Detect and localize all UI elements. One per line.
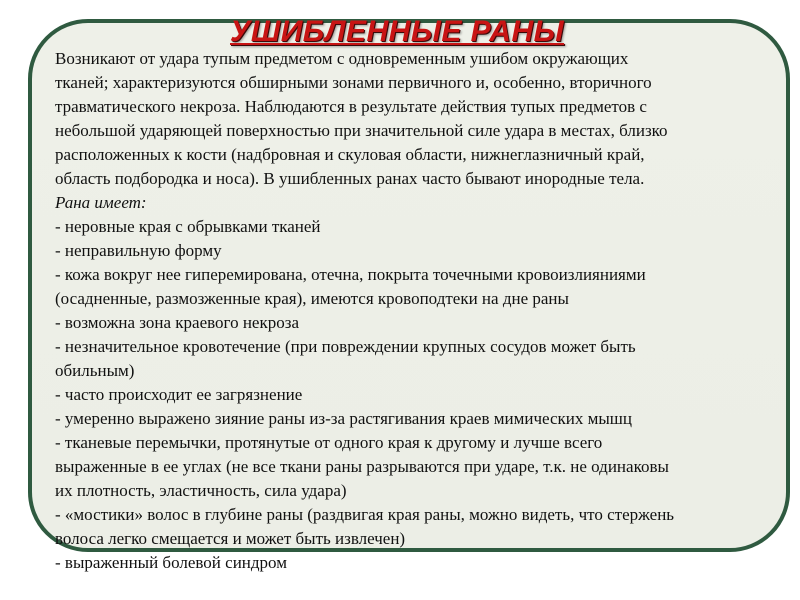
list-item [55, 407, 795, 431]
list-item [55, 311, 795, 335]
intro-line: расположенных к кости (надбровная и скуловая области, нижнеглазничный край, [55, 145, 645, 164]
list-item-line: - выраженный болевой синдром [55, 553, 287, 572]
list-item [55, 383, 795, 407]
list-item [55, 551, 795, 575]
list-item [55, 263, 795, 311]
list-item-line: - кожа вокруг нее гиперемирована, отечна, покрыта точечными кровоизлияниями [55, 265, 646, 284]
list-item-line: - «мостики» волос в глубине раны (раздвигая края раны, можно видеть, что стержень [55, 505, 675, 524]
feature-list [55, 215, 795, 575]
intro-line: Возникают от удара тупым предметом с одновременным ушибом окружающих [55, 49, 629, 68]
intro-line: небольшой ударяющей поверхностью при значительной силе удара в местах, близко [55, 121, 668, 140]
list-item [55, 215, 795, 239]
list-item [55, 335, 795, 383]
list-item-line: (осадненные, размозженные края), имеются кровоподтеки на дне раны [55, 289, 569, 308]
list-item-line: - часто происходит ее загрязнение [55, 385, 303, 404]
list-item-line: волоса легко смещается и может быть извлечен) [55, 529, 406, 548]
list-item-line: - тканевые перемычки, протянутые от одного края к другому и лучше всего [55, 433, 603, 452]
list-item-line: - незначительное кровотечение (при повреждении крупных сосудов может быть [55, 337, 636, 356]
list-item-line: выраженные в ее углах (не все ткани раны разрываются при ударе, т.к. не одинаковы [55, 457, 669, 476]
intro-paragraph [55, 47, 795, 191]
list-item-line: - неровные края с обрывками тканей [55, 217, 321, 236]
list-intro: Рана имеет: [55, 193, 147, 212]
list-item [55, 431, 795, 503]
slide-body [55, 47, 795, 575]
list-item [55, 503, 795, 551]
list-item [55, 239, 795, 263]
list-item-line: - неправильную форму [55, 241, 222, 260]
list-item-line: - возможна зона краевого некроза [55, 313, 300, 332]
list-item-line: - умеренно выражено зияние раны из-за растягивания краев мимических мышц [55, 409, 632, 428]
list-item-line: их плотность, эластичность, сила удара) [55, 481, 347, 500]
list-item-line: обильным) [55, 361, 135, 380]
slide-title: УШИБЛЕННЫЕ РАНЫ [230, 15, 565, 48]
intro-line: тканей; характеризуются обширными зонами первичного и, особенно, вторичного [55, 73, 652, 92]
intro-line: травматического некроза. Наблюдаются в результате действия тупых предметов с [55, 97, 647, 116]
intro-line: область подбородка и носа). В ушибленных ранах часто бывают инородные тела. [55, 169, 645, 188]
